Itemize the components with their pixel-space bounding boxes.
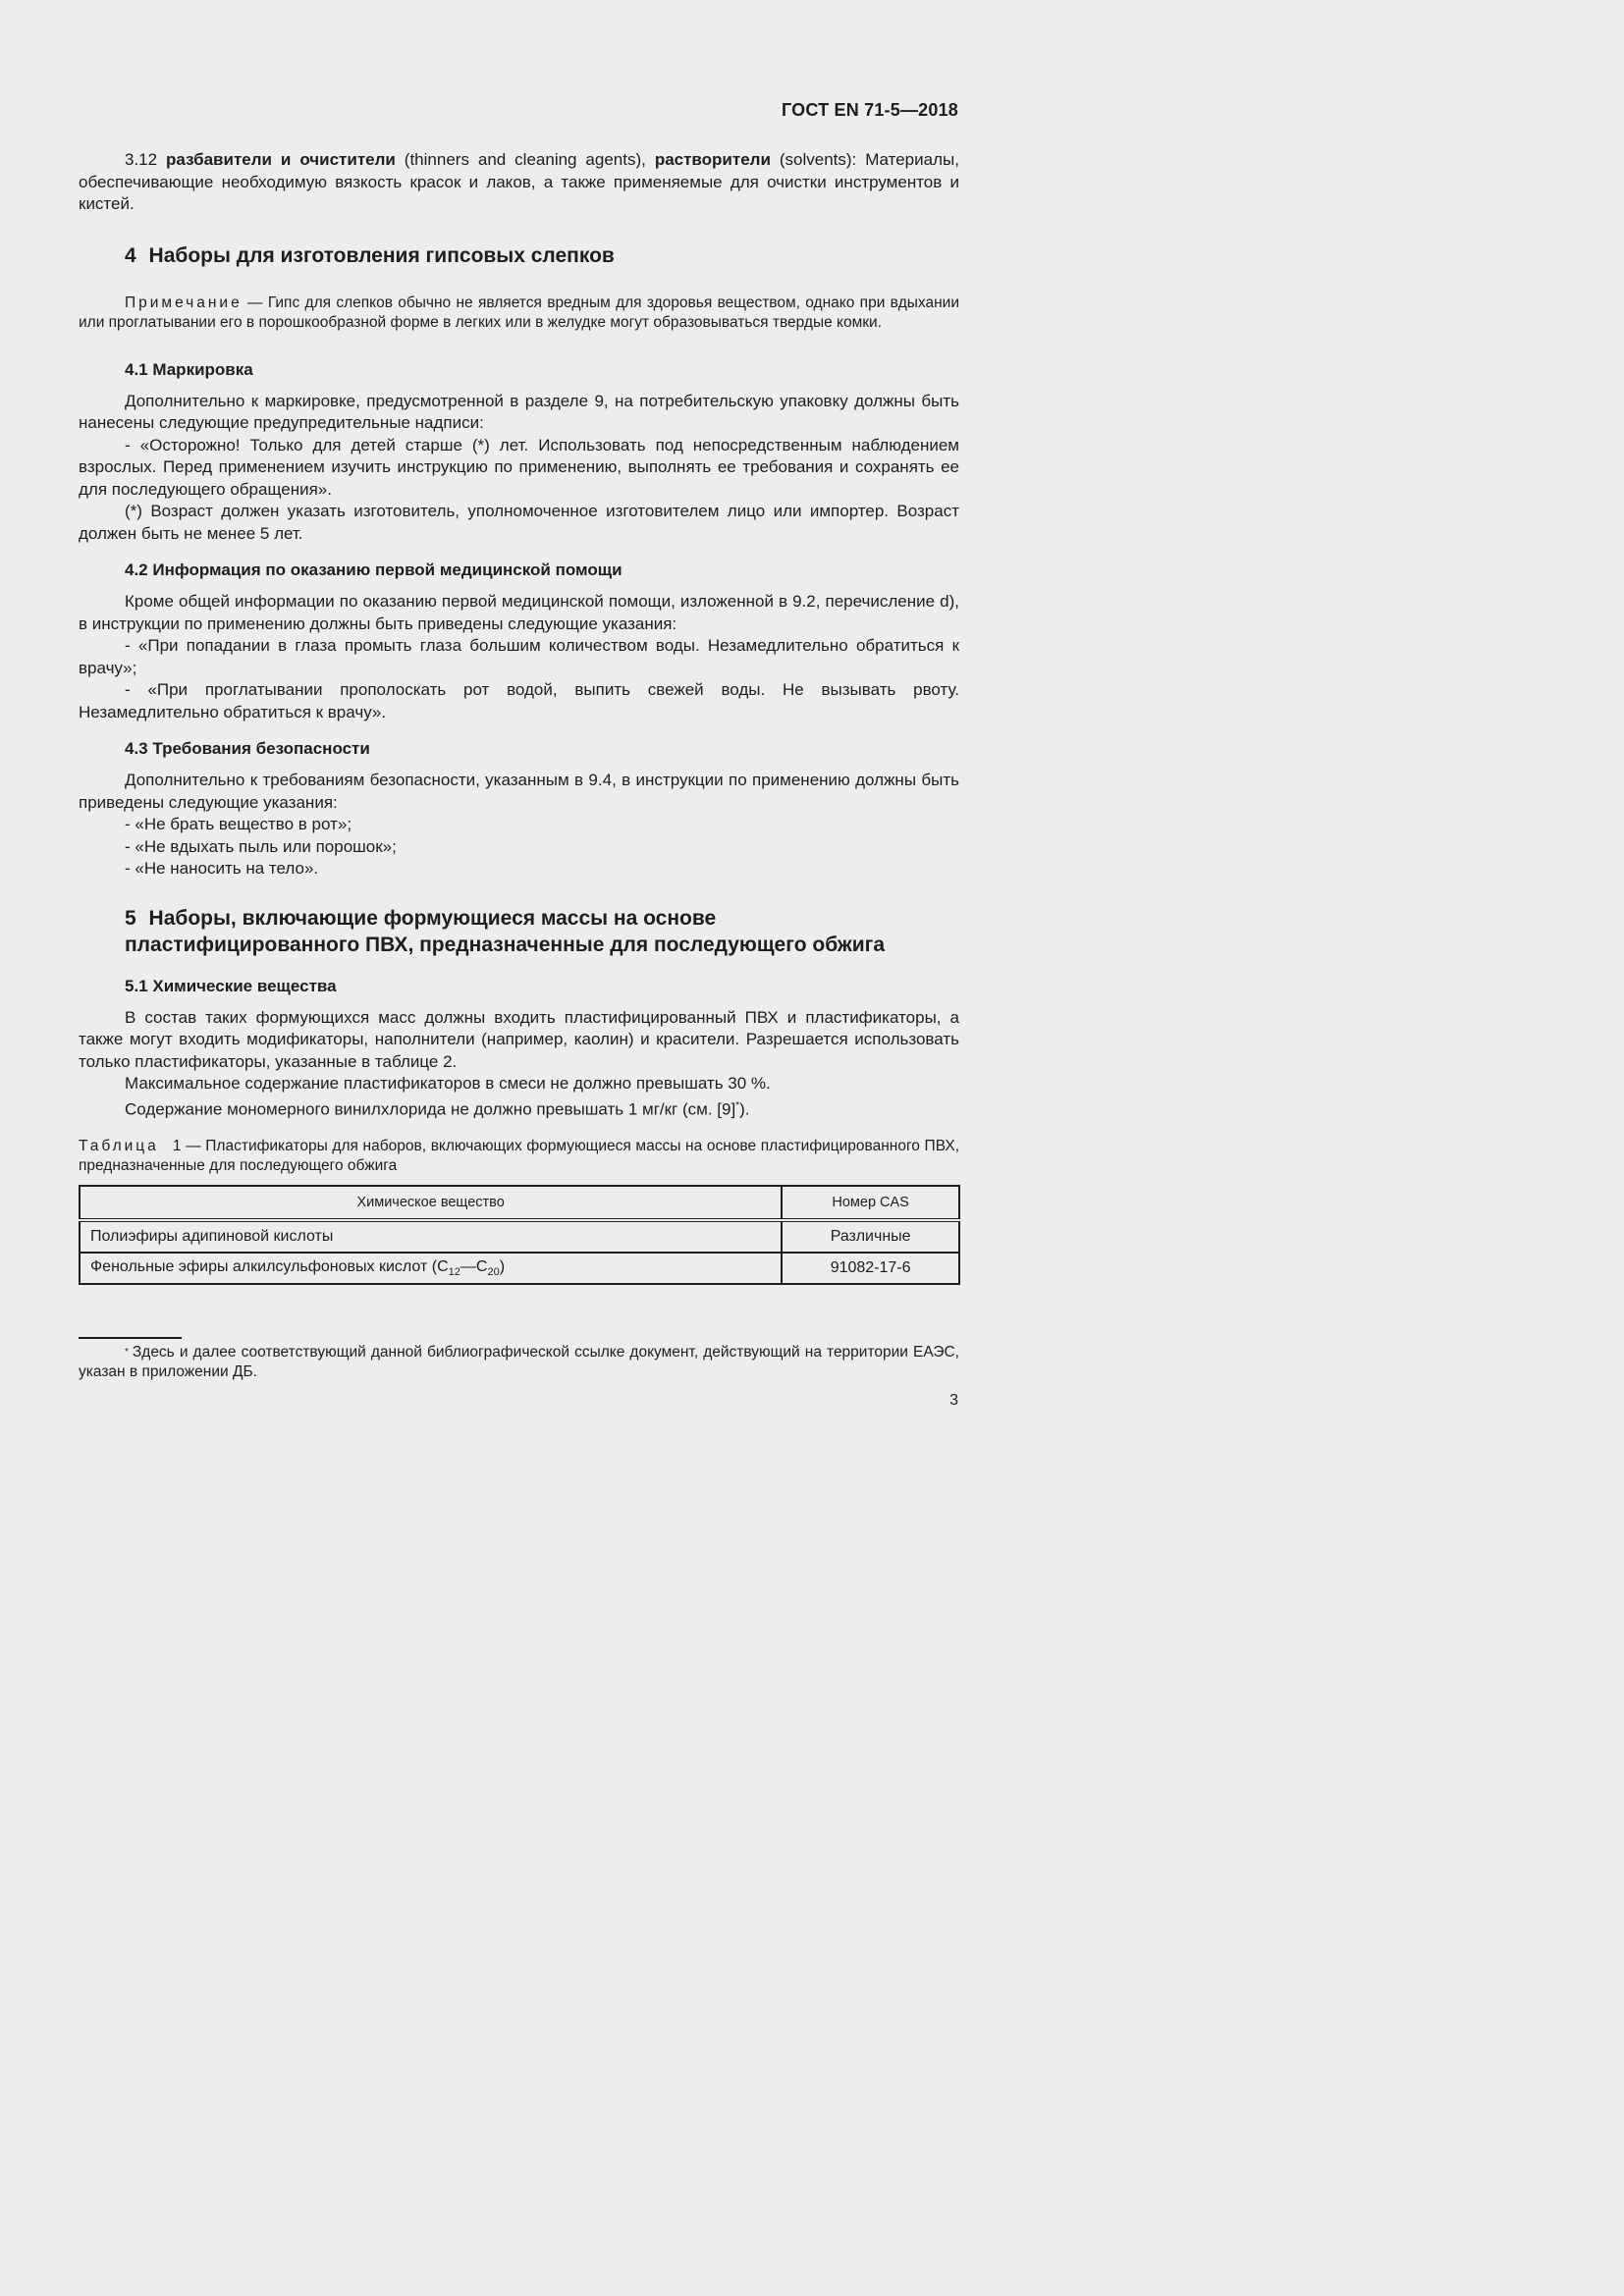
- table-header-cas: Номер CAS: [782, 1186, 959, 1220]
- page-number: 3: [949, 1392, 958, 1409]
- text-part: ): [499, 1257, 506, 1275]
- footnote-separator: [79, 1337, 182, 1339]
- list-item: - «Не брать вещество в рот»;: [125, 815, 352, 833]
- page-content: [79, 149, 959, 1285]
- instruction-item: - «При проглатывании прополоскать рот водой, выпить свежей воды. Не вызывать рвоту. Незамедлительно обратиться к врачу».: [79, 680, 959, 721]
- paragraph: [79, 1095, 959, 1121]
- section-title-line-1: Наборы, включающие формующиеся массы на основе: [148, 906, 717, 930]
- document-header-id: ГОСТ EN 71-5—2018: [782, 100, 958, 120]
- footnote-text: Здесь и далее соответствующий данной библиографической ссылке документ, действующий на территории ЕАЭС, указан в приложении ДБ.: [79, 1344, 959, 1380]
- term-bold: разбавители и очистители: [166, 150, 396, 169]
- subsection-5-1-heading: 5.1 Химические вещества: [125, 976, 337, 995]
- section-4-heading: [79, 242, 959, 269]
- footnote-ref: *: [735, 1099, 740, 1111]
- paragraph: Дополнительно к требованиям безопасности, указанным в 9.4, в инструкции по применению должны быть приведены следующие указания:: [79, 771, 959, 812]
- paragraph: (*) Возраст должен указать изготовитель, уполномоченное изготовителем лицо или импортер. Возраст должен быть не менее 5 лет.: [79, 502, 959, 543]
- clause-text: (solvents): Материалы, обеспечивающие необходимую вязкость красок и лаков, а также применяемые для очистки инструментов и кистей.: [79, 150, 959, 213]
- instruction-item: - «При попадании в глаза промыть глаза большим количеством воды. Незамедлительно обратиться к врачу»;: [79, 636, 959, 677]
- footnote-mark: *: [125, 1347, 129, 1358]
- subsection-4-1-heading: 4.1 Маркировка: [125, 359, 253, 379]
- document-page: [0, 0, 1089, 1539]
- section-number: 5: [125, 906, 136, 930]
- table-row: [80, 1220, 959, 1253]
- section-4-note: [79, 294, 959, 333]
- paragraph: Максимальное содержание пластификаторов в смеси не должно превышать 30 %.: [125, 1074, 771, 1093]
- clause-number: 3.12: [125, 150, 158, 169]
- text-part: —С: [460, 1257, 488, 1275]
- caption-text: — Пластификаторы для наборов, включающих формующиеся массы на основе пластифицированного ПВХ, предназначенные для последующего обжига: [79, 1137, 959, 1174]
- subsection-4-2-heading: 4.2 Информация по оказанию первой медицинской помощи: [125, 561, 623, 579]
- table-row: [80, 1253, 959, 1284]
- text-part: ).: [739, 1099, 750, 1119]
- term-bold: растворители: [654, 150, 771, 169]
- footnote: [79, 1343, 959, 1382]
- warning-text: - «Осторожно! Только для детей старше (*) лет. Использовать под непосредственным наблюдением взрослых. Перед применением изучить инструкцию по применению, выполнять ее требования и сохранять ее для последующего обращения».: [79, 435, 959, 499]
- list-item: - «Не вдыхать пыль или порошок»;: [125, 836, 397, 856]
- plasticizers-table: [79, 1185, 960, 1285]
- paragraph: В состав таких формующихся масс должны входить пластифицированный ПВХ и пластификаторы, а также могут входить модификаторы, наполнители (например, каолин) и красители. Разрешается использовать только пластификаторы, указанные в таблице 2.: [79, 1007, 959, 1071]
- subscript: 12: [448, 1265, 460, 1278]
- table-cell-substance: [80, 1253, 782, 1284]
- section-number: 4: [125, 243, 136, 267]
- section-title: Наборы для изготовления гипсовых слепков: [148, 243, 615, 267]
- caption-number: 1: [172, 1137, 182, 1154]
- table-cell-cas: Различные: [782, 1220, 959, 1253]
- clause-3-12: [79, 149, 959, 216]
- table-cell-substance: Полиэфиры адипиновой кислоты: [80, 1220, 782, 1253]
- text-part: Фенольные эфиры алкилсульфоновых кислот (С: [90, 1257, 449, 1275]
- table-cell-cas: 91082-17-6: [782, 1253, 959, 1284]
- caption-label: Таблица: [79, 1137, 159, 1154]
- note-text: — Гипс для слепков обычно не является вредным для здоровья веществом, однако при вдыхании или проглатывании его в порошкообразной форме в легких или в желудке могут образовываться твердые комки.: [79, 294, 959, 331]
- paragraph: Дополнительно к маркировке, предусмотренной в разделе 9, на потребительскую упаковку должны быть нанесены следующие предупредительные надписи:: [79, 391, 959, 432]
- subsection-4-3-heading: 4.3 Требования безопасности: [125, 739, 370, 758]
- text-part: Содержание мономерного винилхлорида не должно превышать 1 мг/кг (см. [9]: [125, 1099, 736, 1119]
- subscript: 20: [487, 1265, 500, 1278]
- section-title-line-2: пластифицированного ПВХ, предназначенные для последующего обжига: [125, 933, 886, 956]
- list-item: - «Не наносить на тело».: [125, 859, 319, 878]
- paragraph: Кроме общей информации по оказанию первой медицинской помощи, изложенной в 9.2, перечисление d), в инструкции по применению должны быть приведены следующие указания:: [79, 592, 959, 633]
- table-caption: [79, 1137, 959, 1176]
- table-header-substance: Химическое вещество: [80, 1186, 782, 1220]
- note-label: Примечание: [125, 294, 243, 311]
- section-5-heading: [79, 905, 959, 958]
- table-header-row: [80, 1186, 959, 1220]
- term-english: (thinners and cleaning agents),: [404, 150, 646, 169]
